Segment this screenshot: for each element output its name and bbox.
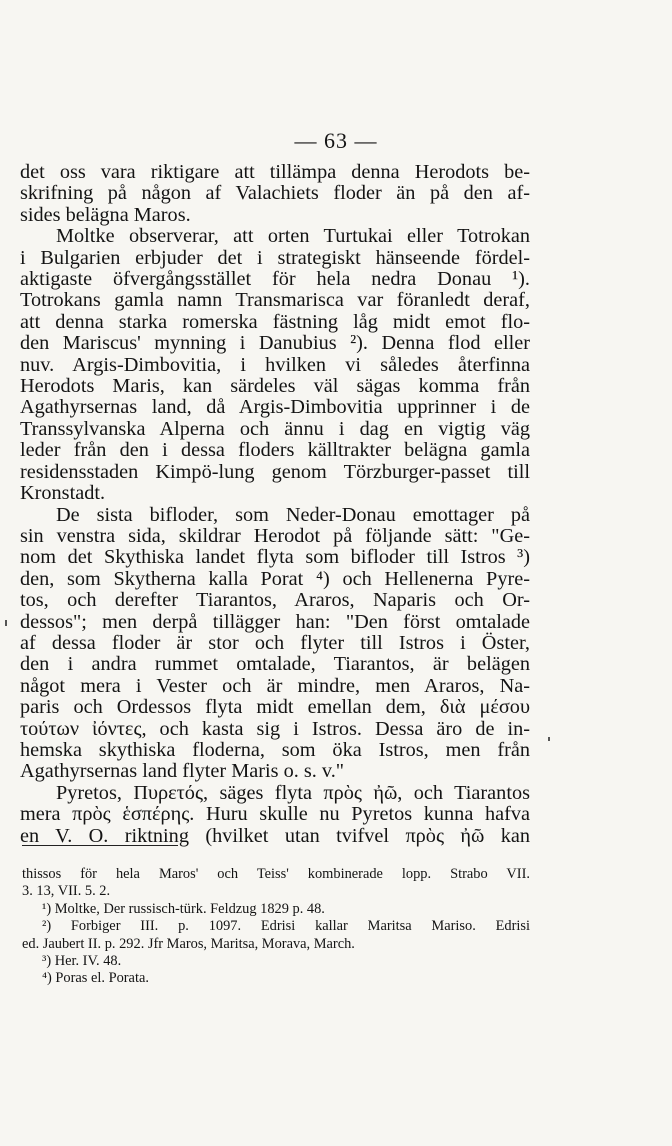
- text-line: hemska skythiska floderna, som öka Istros, men från: [20, 738, 530, 761]
- text-line: Agathyrsernas land, då Argis-Dimbovitia upprinner i de: [20, 396, 530, 419]
- text-line: den Mariscus' mynning i Danubius ²). Denna flod eller: [20, 332, 530, 355]
- text-line: τούτων ἰόντες, och kasta sig i Istros. Dessa äro de in-: [20, 717, 530, 740]
- paragraph-start-line: Moltke observerar, att orten Turtukai eller Totrokan: [56, 225, 530, 248]
- text-line: sin venstra sida, skildrar Herodot på följande sätt: "Ge-: [20, 524, 530, 547]
- footnote-line: thissos för hela Maros' och Teiss' kombinerade lopp. Strabo VII.: [22, 866, 530, 882]
- text-line: aktigaste öfvergångsstället för hela nedra Donau ¹).: [20, 268, 530, 291]
- margin-mark-left: [5, 620, 7, 626]
- margin-mark-right: [548, 737, 550, 741]
- text-line: paris och Ordessos flyta midt emellan dem, διὰ μέσου: [20, 696, 530, 719]
- footnote-4: ⁴) Poras el. Porata.: [42, 970, 149, 987]
- text-line: tos, och derefter Tiarantos, Araros, Naparis och Or-: [20, 589, 530, 612]
- main-text-body: [20, 162, 530, 847]
- text-line: dessos"; men derpå tillägger han: "Den först omtalade: [20, 610, 530, 633]
- text-line: något mera i Vester och är mindre, men Araros, Na-: [20, 674, 530, 697]
- text-line: leder från den i dessa floders källtrakter belägna gamla: [20, 439, 530, 462]
- text-line: mera πρὸς ἑσπέρης. Huru skulle nu Pyretos kunna hafva: [20, 803, 530, 826]
- text-line: sides belägna Maros.: [20, 203, 191, 226]
- text-line: Kronstadt.: [20, 482, 106, 505]
- text-line: Transsylvanska Alperna och ännu i dag en vigtig väg: [20, 417, 530, 440]
- text-line: Herodots Maris, kan särdeles väl sägas komma från: [20, 375, 530, 398]
- footnote-2: ²) Forbiger III. p. 1097. Edrisi kallar Maritsa Mariso. Edrisi: [42, 918, 530, 935]
- footnotes: [22, 866, 530, 988]
- text-line: Agathyrsernas land flyter Maris o. s. v.": [20, 760, 345, 783]
- paragraph-start-line: Pyretos, Πυρετός, säges flyta πρὸς ἠῶ, och Tiarantos: [56, 781, 530, 804]
- text-line: Totrokans gamla namn Transmarisca var föranledt deraf,: [20, 289, 530, 312]
- text-line: en V. O. riktning (hvilket utan tvifvel πρὸς ἠῶ kan: [20, 824, 530, 847]
- text-line: skrifning på någon af Valachiets floder än på den af-: [20, 182, 530, 205]
- footnote-line: 3. 13, VII. 5. 2.: [22, 883, 111, 900]
- page-number: — 63 —: [294, 128, 378, 153]
- text-line: den, som Skytherna kalla Porat ⁴) och Hellenerna Pyre-: [20, 567, 530, 590]
- text-line: af dessa floder är stor och flyter till Istros i Öster,: [20, 631, 530, 654]
- footnote-3: ³) Her. IV. 48.: [42, 953, 122, 970]
- footnote-divider: [22, 845, 178, 846]
- paragraph-start-line: De sista bifloder, som Neder-Donau emottager på: [56, 503, 530, 526]
- text-line: den i andra rummet omtalade, Tiarantos, är belägen: [20, 653, 530, 676]
- text-line: det oss vara riktigare att tillämpa denna Herodots be-: [20, 161, 530, 183]
- text-line: i Bulgarien erbjuder det i strategiskt hänseende fördel-: [20, 246, 530, 269]
- text-line: residensstaden Kimpö-lung genom Törzburger-passet till: [20, 460, 530, 483]
- text-line: nom det Skythiska landet flyta som bifloder till Istros ³): [20, 546, 530, 569]
- text-line: nuv. Argis-Dimbovitia, i hvilken vi således återfinna: [20, 353, 530, 376]
- footnote-line: ed. Jaubert II. p. 292. Jfr Maros, Maritsa, Morava, March.: [22, 935, 355, 952]
- footnote-1: ¹) Moltke, Der russisch-türk. Feldzug 1829 p. 48.: [42, 900, 325, 917]
- text-line: att denna starka romerska fästning låg midt emot flo-: [20, 310, 530, 333]
